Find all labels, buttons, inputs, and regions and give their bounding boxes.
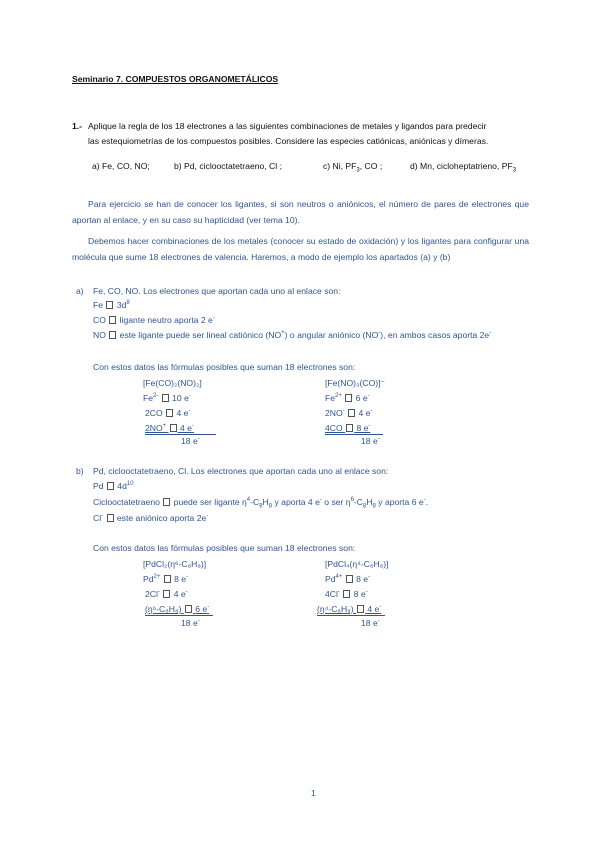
question-text-line-2: las estequiometrías de los compuestos posibles. Considere las especies catiónicas, aniónicas y dímeras. (88, 136, 489, 146)
b1-row-2: 2Cl- 4 e- (145, 589, 188, 599)
arrow-box-icon (185, 605, 192, 613)
formula-b1: [PdCl₂(η⁶-C₈H₈)] (143, 559, 207, 569)
arrow-box-icon (107, 482, 114, 490)
arrow-box-icon (109, 316, 116, 324)
section-b-cot: Ciclooctatetraeno puede ser ligante $\eta^4-C_8H_8$ y aporta 4 e- o ser $\eta^6-C_8H_8$ y aporta 6 e-. (93, 497, 429, 510)
arrow-box-icon (163, 590, 170, 598)
option-c: c) Ni, $PF_3$, CO ; (323, 161, 383, 174)
b2-row-1: $Pd^{4+}$ 8 e- (325, 574, 371, 584)
formula-a2: [Fe(NO)₃(CO)]⁻ (325, 378, 386, 388)
arrow-box-icon (109, 331, 116, 339)
page-title: Seminario 7. COMPUESTOS ORGANOMETÁLICOS (72, 74, 279, 84)
section-b-header: Pd, ciclooctatetraeno, Cl. Los electrones que aportan cada uno al enlace son: (93, 466, 389, 476)
question-number: 1.- (72, 121, 83, 131)
a1-row-1: $Fe^{2-}$ 10 e- (143, 393, 191, 403)
sum-underline (145, 615, 213, 616)
arrow-box-icon (346, 575, 353, 583)
arrow-box-icon (164, 575, 171, 583)
arrow-box-icon (345, 394, 352, 402)
question-text-line-1: Aplique la regla de los 18 electrones a las siguientes combinaciones de metales y ligandos para predecir (88, 121, 487, 131)
intro-paragraph-2: Debemos hacer combinaciones de los metales (conocer su estado de oxidación) y los ligantes para configurar una molécula que sume 18 electrones de valencia. Haremos, a modo de ejemplo los apartados (a) y (b) (72, 236, 529, 262)
sum-underline (145, 434, 216, 435)
b2-row-2: 4Cl- 8 e- (325, 589, 368, 599)
section-b-label: b) (76, 466, 84, 476)
section-b-con: Con estos datos las fórmulas posibles que suman 18 electrones son: (93, 543, 356, 553)
sum-underline (317, 615, 385, 616)
a2-row-3: 4CO 8 e- (325, 423, 371, 433)
a1-row-3: 2NO+ 4 e- (145, 423, 194, 433)
formula-a1: [Fe(CO)₂(NO)₂] (143, 378, 202, 388)
arrow-box-icon (163, 498, 170, 506)
a2-row-2: 2NO- 4 e- (325, 408, 373, 418)
formula-b2: [PdCl₄(η⁴-C₈H₈)] (325, 559, 389, 569)
section-b-cl: Cl- este aniónico aporta 2e- (93, 513, 209, 523)
section-a-con: Con estos datos las fórmulas posibles que suman 18 electrones son: (93, 362, 356, 372)
page-number: 1 (311, 788, 316, 798)
section-a-no: NO este ligante puede ser lineal catiónico (NO+) o angular aniónico (NO-), en ambos casos aporta 2e- (93, 330, 492, 340)
sum-underline (325, 434, 383, 435)
a2-row-1: $Fe^{2+}$ 6 e- (325, 393, 370, 403)
option-b: b) Pd, ciclooctatetraeno, Cl ; (174, 161, 282, 171)
arrow-box-icon (166, 409, 173, 417)
section-a-co: CO ligante neutro aporta 2 e- (93, 315, 215, 325)
arrow-box-icon (106, 301, 113, 309)
section-a-fe: Fe $3d^8$ (93, 300, 130, 310)
b1-row-3: (η⁶-C₈H₈) 6 e- (145, 604, 210, 614)
section-a-label: a) (76, 286, 84, 296)
b2-row-3: (η⁴-C₈H₈) 4 e- (317, 604, 382, 614)
b2-total: 18 e- (361, 618, 380, 628)
section-a-header: Fe, CO, NO. Los electrones que aportan cada uno al enlace son: (93, 286, 341, 296)
b1-row-1: $Pd^{2+}$ 8 e- (143, 574, 189, 584)
b1-total: 18 e- (181, 618, 200, 628)
section-b-pd: Pd $4d^{10}$ (93, 481, 134, 491)
arrow-box-icon (162, 394, 169, 402)
a1-row-2: 2CO 4 e- (145, 408, 191, 418)
arrow-box-icon (348, 409, 355, 417)
option-a: a) Fe, CO, NO; (92, 161, 150, 171)
arrow-box-icon (107, 514, 114, 522)
arrow-box-icon (357, 605, 364, 613)
arrow-box-icon (170, 424, 177, 432)
intro-paragraph-1: Para ejercicio se han de conocer los ligantes, si son neutros o aniónicos, el número de pares de electrones que aportan al enlace, y en su caso su hapticidad (ver tema 10). (72, 199, 529, 225)
a2-total: 18 e- (361, 436, 380, 446)
a1-total: 18 e- (181, 436, 200, 446)
arrow-box-icon (346, 424, 353, 432)
arrow-box-icon (343, 590, 350, 598)
option-d: d) Mn, cicloheptatrieno, $PF_3$ (410, 161, 517, 174)
